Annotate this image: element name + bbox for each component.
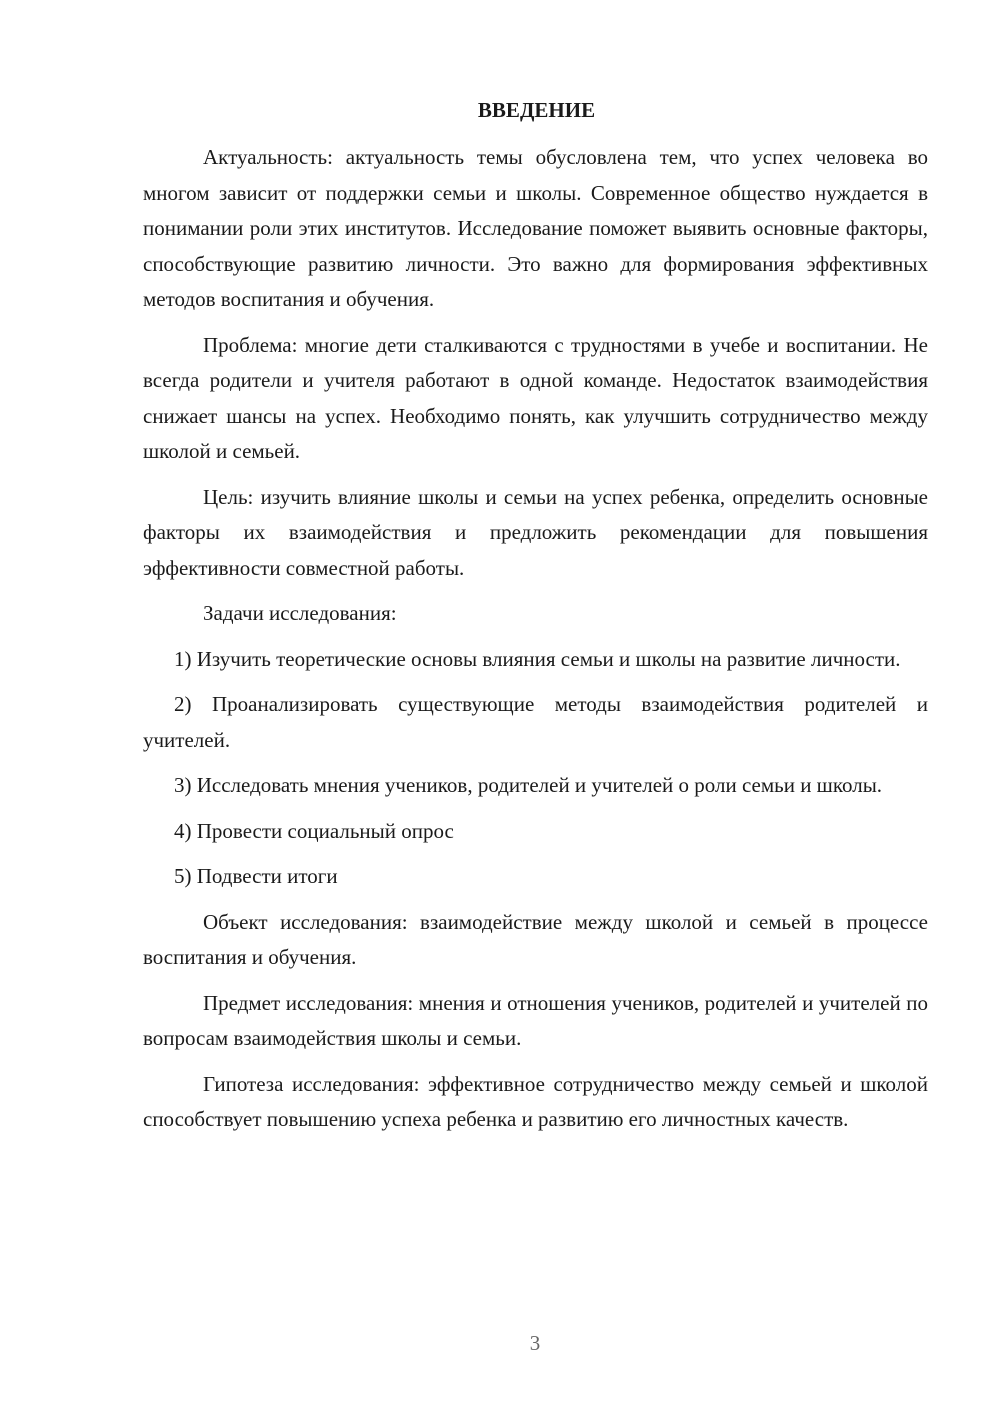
paragraph-problem: Проблема: многие дети сталкиваются с трудностями в учебе и воспитании. Не всегда родители и учителя работают в одной команде. Недостаток взаимодействия снижает шансы на успех. Необходимо понять, как улучшить сотрудничество между школой и семьей.: [143, 332, 928, 463]
task-item-2: 2) Проанализировать существующие методы взаимодействия родителей и учителей.: [143, 692, 928, 752]
task-item-5: 5) Подвести итоги: [174, 864, 338, 888]
task-item-1: 1) Изучить теоретические основы влияния семьи и школы на развитие личности.: [174, 646, 901, 671]
paragraph-subject: Предмет исследования: мнения и отношения учеников, родителей и учителей по вопросам взаимодействия школы и семьи.: [143, 990, 928, 1050]
page-title: ВВЕДЕНИЕ: [477, 98, 596, 122]
paragraph-relevance: Актуальность: актуальность темы обусловлена тем, что успех человека во многом зависит от поддержки семьи и школы. Современное общество нуждается в понимании роли этих институтов. Исследование поможет выявить основные факторы, способствующие развитию личности. Это важно для формирования эффективных методов воспитания и обучения.: [143, 145, 928, 311]
document-page: [143, 93, 928, 1148]
task-item-4: 4) Провести социальный опрос: [174, 818, 454, 843]
paragraph-hypothesis: Гипотеза исследования: эффективное сотрудничество между семьей и школой способствует повышению успеха ребенка и развитию его личностных качеств.: [143, 1071, 928, 1131]
paragraph-goal: Цель: изучить влияние школы и семьи на успех ребенка, определить основные факторы их взаимодействия и предложить рекомендации для повышения эффективности совместной работы.: [143, 484, 928, 580]
paragraph-tasks-heading: Задачи исследования:: [203, 601, 397, 625]
task-item-3: 3) Исследовать мнения учеников, родителей и учителей о роли семьи и школы.: [174, 773, 883, 797]
paragraph-object: Объект исследования: взаимодействие между школой и семьей в процессе воспитания и обучения.: [143, 909, 928, 969]
page-number: 3: [529, 1331, 541, 1355]
